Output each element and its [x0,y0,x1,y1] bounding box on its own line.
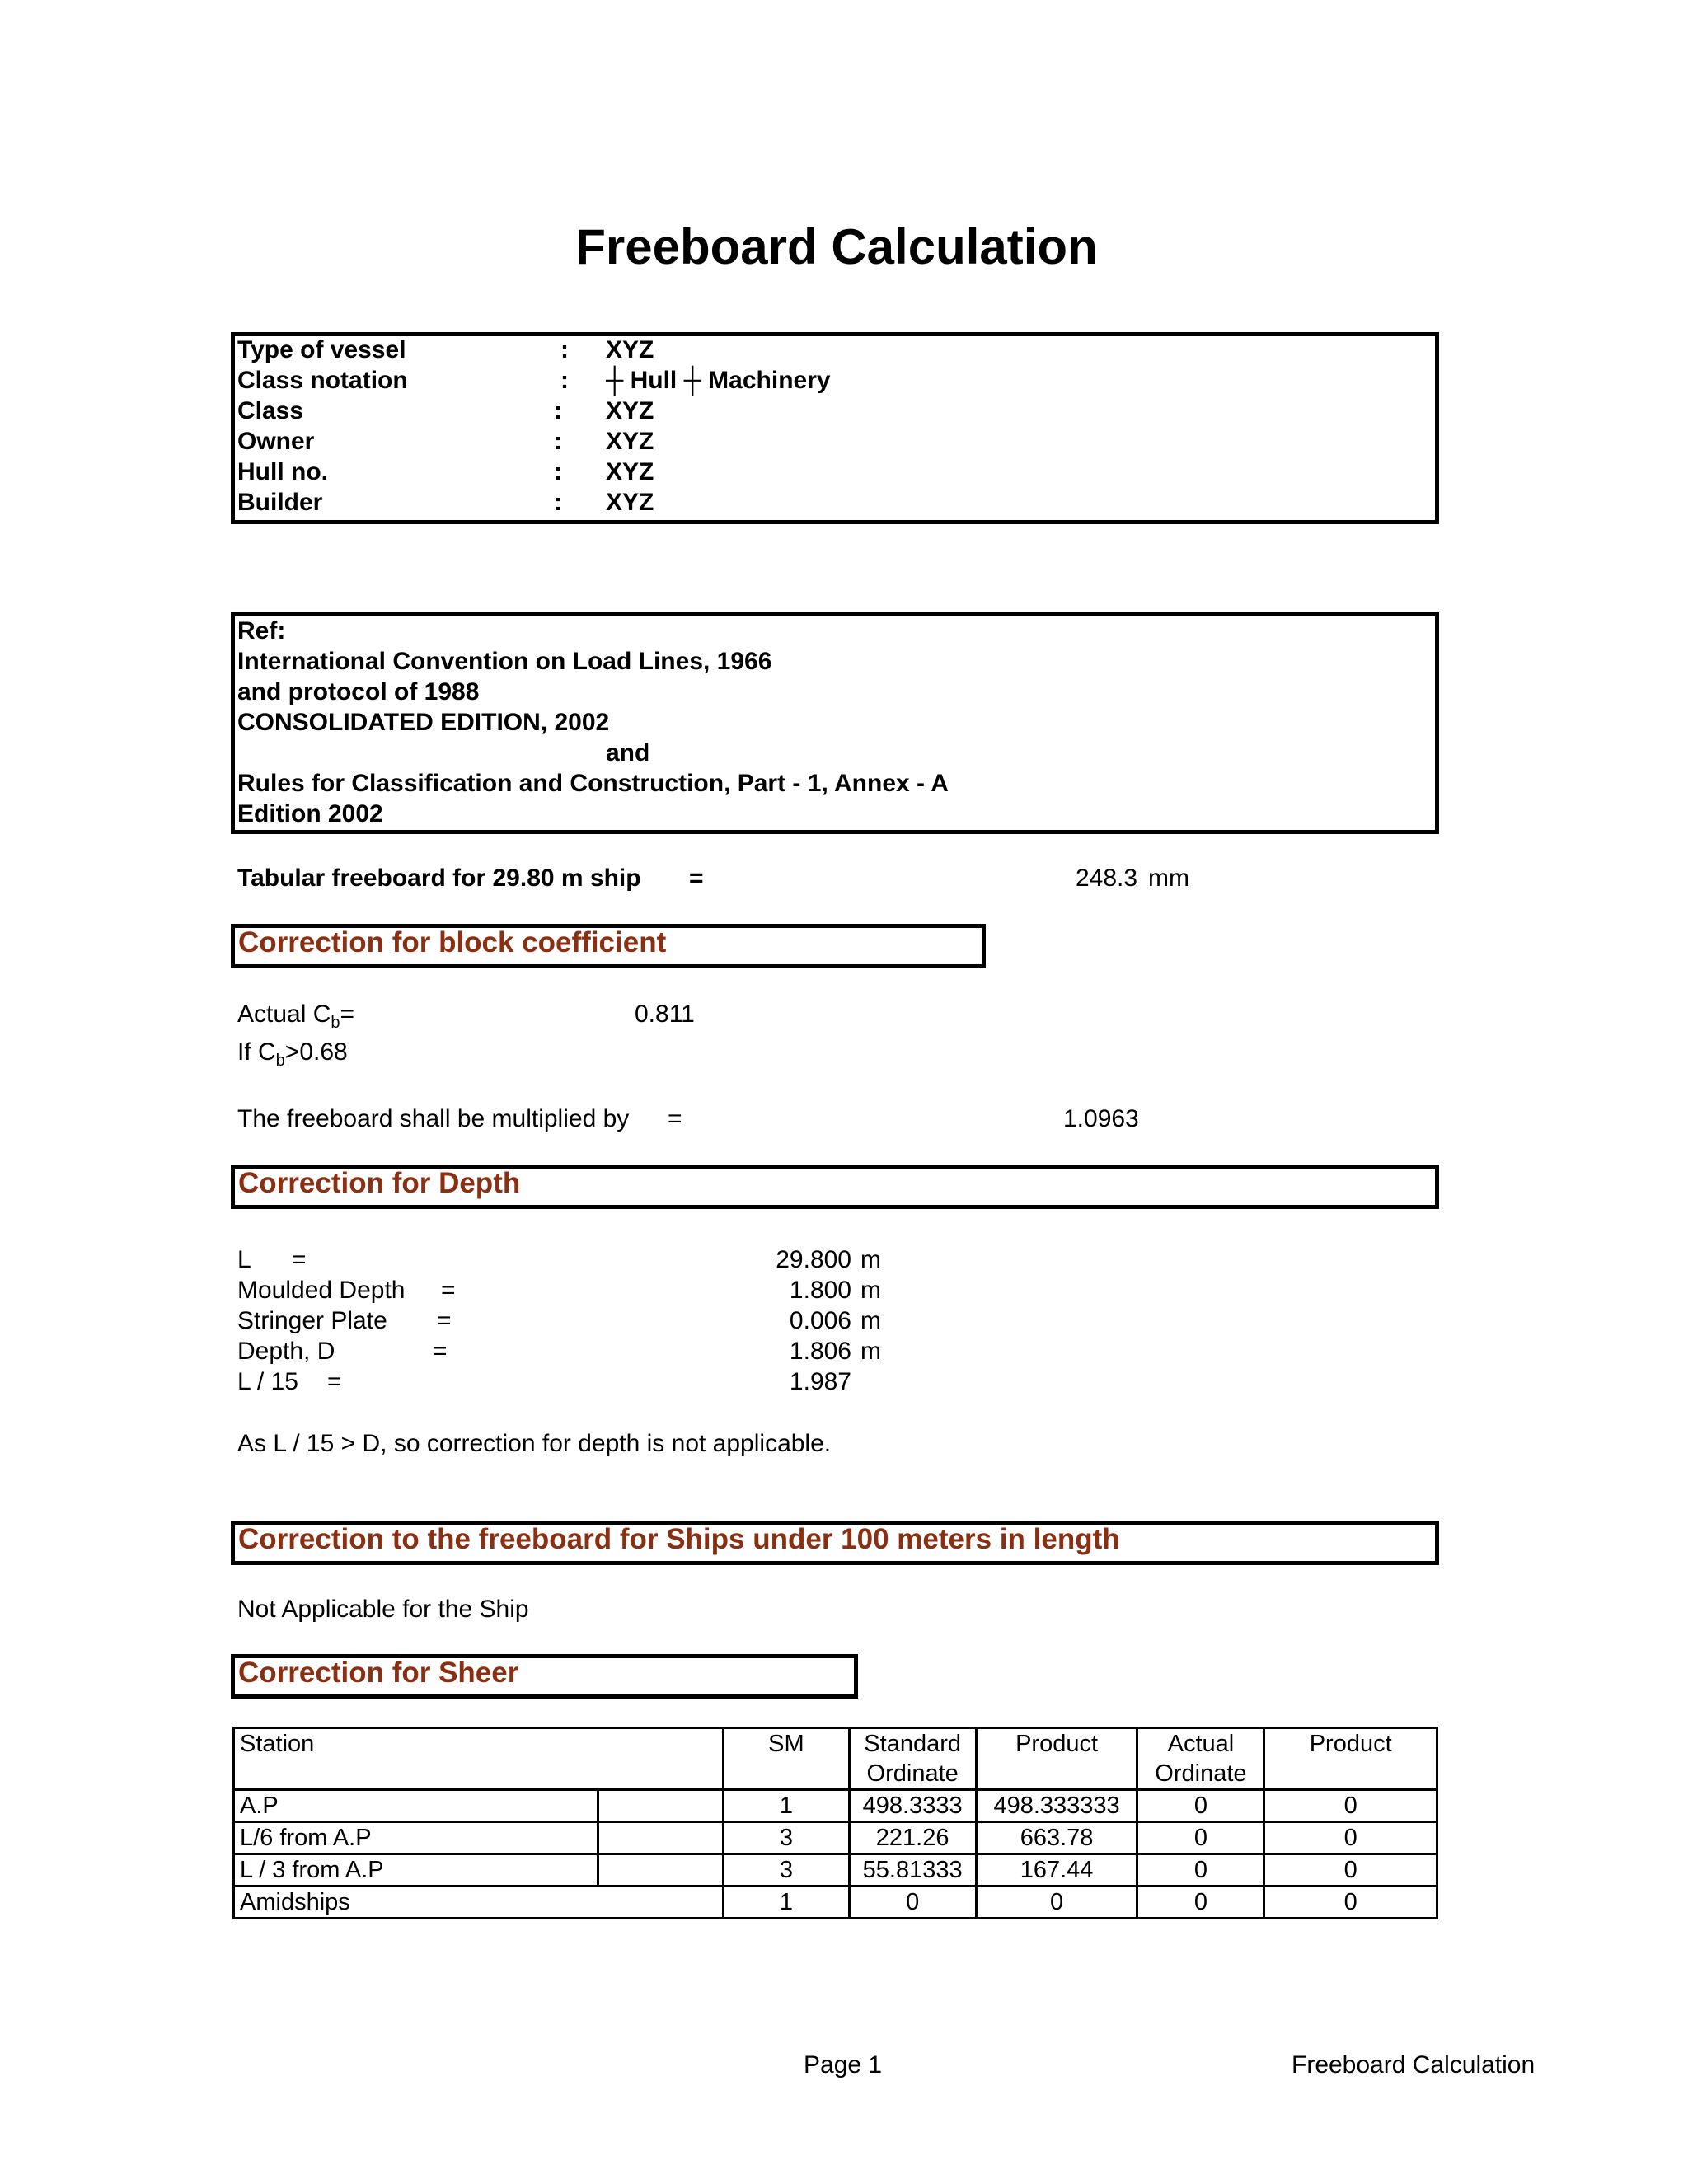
reference-line-1: International Convention on Load Lines, 1966 [237,648,772,675]
sheer-table [232,1727,1438,1919]
vessel-info-sep-class-notation: : [560,367,569,394]
depth-row-label: L [237,1246,251,1273]
reference-line-6: Edition 2002 [237,800,383,827]
cell-actual-ordinate: 0 [1137,1822,1264,1854]
vessel-info-label-owner: Owner [237,428,315,455]
vessel-info-value-class: XYZ [606,397,654,424]
footer-doc-name: Freeboard Calculation [1292,2051,1536,2079]
header-standard-ordinate: Standard Ordinate [849,1728,976,1790]
length-correction-note: Not Applicable for the Ship [237,1596,529,1623]
reference-line-4: and [606,739,650,766]
page-title: Freeboard Calculation [575,219,1098,274]
actual-cb-label: Actual $C_b=$ [237,1001,355,1032]
cb-condition: If $C_b>0.68$ [237,1038,348,1070]
cell-station: Amidships [234,1886,724,1919]
depth-row-value: 0.006 [789,1307,851,1334]
vessel-info-sep-builder: : [554,489,562,516]
header-product-2: Product [1264,1728,1437,1790]
depth-row-unit: m [860,1338,881,1365]
reference-line-0: Ref: [237,617,286,644]
cell-product: 498.333333 [976,1790,1137,1822]
vessel-info-value-class-notation: ┼ Hull ┼ Machinery [606,367,831,394]
cell-station: A.P [234,1790,598,1822]
cell-product: 167.44 [976,1854,1137,1886]
vessel-info-value-builder: XYZ [606,489,654,516]
vessel-info-label-class: Class [237,397,304,424]
depth-row-value: 29.800 [776,1246,851,1273]
vessel-info-sep-type: : [560,336,569,363]
tabular-freeboard-eq: = [689,865,704,892]
table-row [234,1790,1437,1822]
cell-std-ordinate: 498.3333 [849,1790,976,1822]
cell-product-2: 0 [1264,1854,1437,1886]
header-sm: SM [724,1728,850,1790]
vessel-info-sep-class: : [554,397,562,424]
reference-line-5: Rules for Classification and Construction, Part - 1, Annex - A [237,770,949,797]
block-coefficient-heading: Correction for block coefficient [238,926,667,958]
sheer-table-header [234,1728,1437,1790]
multiplier-value: 1.0963 [1063,1105,1139,1132]
depth-note: As L / 15 > D, so correction for depth is not applicable. [237,1430,832,1457]
table-row [234,1854,1437,1886]
depth-row-value: 1.800 [789,1277,851,1304]
depth-row-eq: = [327,1368,342,1395]
length-correction-heading: Correction to the freeboard for Ships under 100 meters in length [238,1523,1120,1555]
cell-sm: 3 [724,1822,850,1854]
depth-row-eq: = [437,1307,452,1334]
page-number: Page 1 [804,2051,883,2079]
depth-row-value: 1.987 [789,1368,851,1395]
cell-actual-ordinate: 0 [1137,1886,1264,1919]
vessel-info-label-hull-no: Hull no. [237,458,328,485]
header-station: Station [234,1728,724,1790]
vessel-info-value-type: XYZ [606,336,654,363]
multiplier-label: The freeboard shall be multiplied by [237,1105,630,1132]
reference-line-3: CONSOLIDATED EDITION, 2002 [237,709,610,736]
depth-heading: Correction for Depth [238,1167,521,1199]
depth-row-label: L / 15 [237,1368,298,1395]
cell-sm: 1 [724,1790,850,1822]
table-row [234,1822,1437,1854]
depth-row-unit: m [860,1246,881,1273]
table-row [234,1886,1437,1919]
cell-product-2: 0 [1264,1886,1437,1919]
tabular-freeboard-unit: mm [1148,865,1189,892]
vessel-info-label-class-notation: Class notation [237,367,408,394]
vessel-info-label-type: Type of vessel [237,336,406,363]
cell-sm: 1 [724,1886,850,1919]
depth-row-value: 1.806 [789,1338,851,1365]
header-product: Product [976,1728,1137,1790]
cell-product-2: 0 [1264,1790,1437,1822]
cell-empty [598,1854,723,1886]
depth-row-label: Stringer Plate [237,1307,387,1334]
reference-line-2: and protocol of 1988 [237,678,480,705]
depth-row-eq: = [441,1277,456,1304]
cell-sm: 3 [724,1854,850,1886]
depth-row-unit: m [860,1277,881,1304]
vessel-info-box [231,332,1439,524]
vessel-info-label-builder: Builder [237,489,323,516]
cell-std-ordinate: 55.81333 [849,1854,976,1886]
vessel-info-sep-hull-no: : [554,458,562,485]
cell-empty [598,1822,723,1854]
cell-actual-ordinate: 0 [1137,1854,1264,1886]
cell-product: 0 [976,1886,1137,1919]
tabular-freeboard-value: 248.3 [1076,865,1138,892]
depth-row-label: Depth, D [237,1338,335,1365]
cell-product: 663.78 [976,1822,1137,1854]
cell-empty [598,1790,723,1822]
header-actual-ordinate: Actual Ordinate [1137,1728,1264,1790]
cell-station: L / 3 from A.P [234,1854,598,1886]
actual-cb-value: 0.811 [635,1001,695,1028]
vessel-info-value-owner: XYZ [606,428,654,455]
vessel-info-value-hull-no: XYZ [606,458,654,485]
cell-station: L/6 from A.P [234,1822,598,1854]
cell-std-ordinate: 221.26 [849,1822,976,1854]
depth-row-label: Moulded Depth [237,1277,406,1304]
depth-row-eq: = [292,1246,307,1273]
cell-actual-ordinate: 0 [1137,1790,1264,1822]
depth-row-unit: m [860,1307,881,1334]
tabular-freeboard-label: Tabular freeboard for 29.80 m ship [237,865,641,892]
multiplier-eq: = [668,1105,682,1132]
vessel-info-sep-owner: : [554,428,562,455]
sheer-heading: Correction for Sheer [238,1657,519,1689]
cell-std-ordinate: 0 [849,1886,976,1919]
depth-row-eq: = [433,1338,448,1365]
cell-product-2: 0 [1264,1822,1437,1854]
